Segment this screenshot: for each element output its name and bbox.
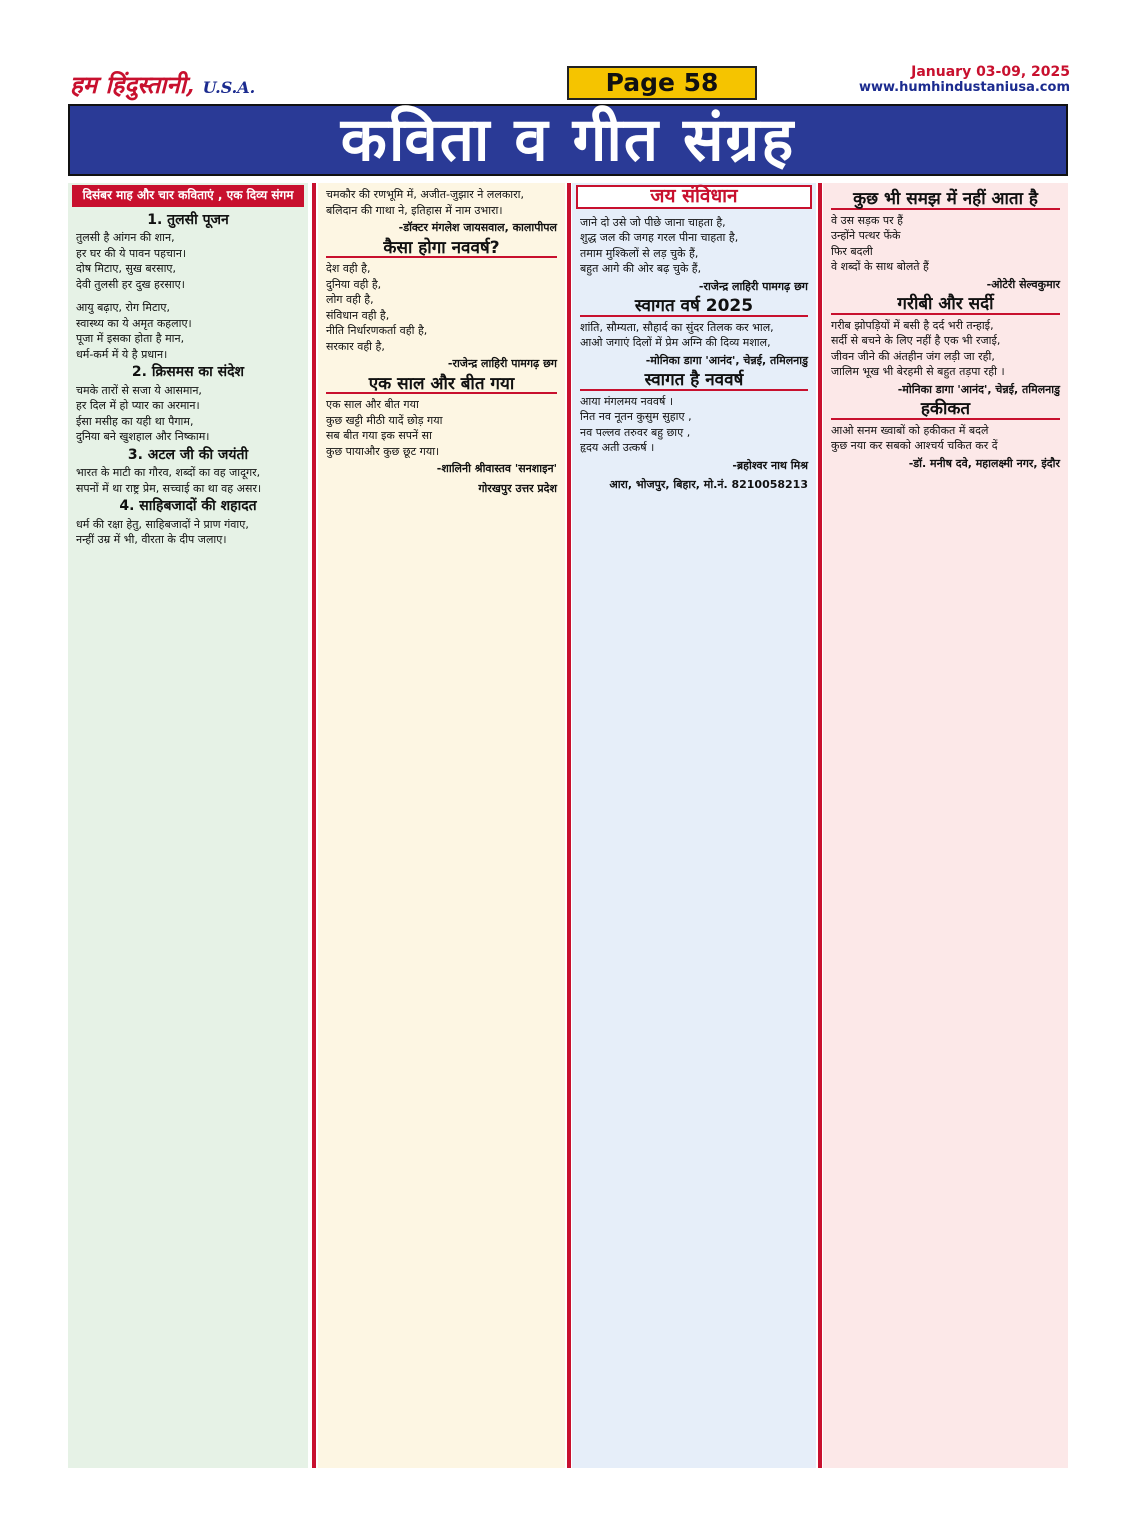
page-banner xyxy=(68,104,1068,176)
poem-stanza xyxy=(76,517,300,548)
poem-line: दोष मिटाए, सुख बरसाए, xyxy=(76,262,177,275)
poem-stanza xyxy=(580,320,808,351)
masthead xyxy=(70,64,1070,102)
poem-line: बहुत आगे की ओर बढ़ चुके हैं, xyxy=(580,262,702,275)
poem-line: आओ जगाएं दिलों में प्रेम अग्नि की दिव्य मशाल, xyxy=(580,336,771,349)
poem-line: आओ सनम ख्वाबों को हकीकत में बदले xyxy=(831,423,989,437)
poem-line: उन्होंने पत्थर फेंके xyxy=(831,229,901,242)
poem-line: लोग वही है, xyxy=(326,293,374,306)
poem-title: स्वागत वर्ष 2025 xyxy=(580,299,808,317)
issue-date: January 03-09, 2025 www.humhindustaniusa.com xyxy=(858,64,1070,95)
poem-line: तमाम मुश्किलों से लड़ चुके हैं, xyxy=(580,246,699,260)
author-place: आरा, भोजपुर, बिहार, मो.नं. 8210058213 xyxy=(609,478,808,491)
author: -ब्रहोश्वर नाथ मिश्र xyxy=(732,458,808,472)
poem-line: हर दिल में हो प्यार का अरमान। xyxy=(76,399,200,412)
column-4 xyxy=(823,183,1068,1468)
poem-line: गरीब झोपड़ियों में बसी है दर्द भरी तन्हाई, xyxy=(831,318,994,332)
poem-line: भारत के माटी का गौरव, शब्दों का वह जादूगर, xyxy=(76,466,261,479)
poem-line: हर घर की ये पावन पहचान। xyxy=(76,246,187,260)
column-heading: कुछ भी समझ में नहीं आता है xyxy=(831,192,1060,210)
poem-line: वे उस सड़क पर हैं xyxy=(831,213,903,227)
poem-line: शुद्ध जल की जगह गरल पीना चाहता है, xyxy=(580,231,739,244)
poem-stanza xyxy=(76,300,300,362)
column-3 xyxy=(572,183,816,1468)
poem-line: एक साल और बीत गया xyxy=(326,398,419,411)
poem-line: पूजा में इसका होता है मान, xyxy=(76,332,185,345)
poem-line: सब बीत गया इक सपनें सा xyxy=(326,429,432,442)
author: -ओटेरी सेल्वकुमार xyxy=(986,277,1060,291)
poem-line: हृदय अती उत्कर्ष । xyxy=(580,441,655,454)
poem-line: नित नव नूतन कुसुम सुहाए , xyxy=(580,410,692,423)
author: -शालिनी श्रीवास्तव 'सनशाइन' xyxy=(436,462,557,475)
author: -राजेन्द्र लाहिरी पामगढ़ छग xyxy=(447,357,557,370)
poem-line: फिर बदली xyxy=(831,244,873,258)
poem-title: एक साल और बीत गया xyxy=(326,377,557,395)
poem-stanza xyxy=(831,423,1060,454)
poem-title: 4. साहिबजादों की शहादत xyxy=(119,498,257,514)
poem-line: शांति, सौम्यता, सौहार्द का सुंदर तिलक कर भाल, xyxy=(580,320,774,334)
poem-stanza xyxy=(580,215,808,277)
poem-title: गरीबी और सर्दी xyxy=(831,297,1060,315)
poem-line: बलिदान की गाथा ने, इतिहास में नाम उभारा। xyxy=(326,203,503,217)
page-number: Page 58 xyxy=(567,66,757,100)
poem-line: कुछ खट्टी मीठी यादें छोड़ गया xyxy=(326,413,443,427)
poem-line: सरकार वही है, xyxy=(326,339,385,353)
poem-stanza xyxy=(326,397,557,459)
poem-line: देश वही है, xyxy=(326,262,371,275)
poem-line: सर्दी से बचने के लिए नहीं है एक भी रजाई, xyxy=(831,334,1001,347)
divider xyxy=(818,183,822,1468)
poem-line: नव पल्लव तरुवर बहु छाए , xyxy=(580,425,691,439)
poem-line: नीति निर्धारणकर्ता वही है, xyxy=(326,324,428,337)
poem-line: कुछ पायाऔर कुछ छूट गया। xyxy=(326,444,440,458)
column-2 xyxy=(318,183,565,1468)
poem-stanza xyxy=(76,383,300,445)
poem-line: सपनों में था राष्ट्र प्रेम, सच्चाई का था वह असर। xyxy=(76,481,262,495)
poem-line: आयु बढ़ाए, रोग मिटाए, xyxy=(76,301,170,314)
poem-line: चमकौर की रणभूमि में, अजीत-जुझार ने ललकारा, xyxy=(326,188,524,201)
poem-stanza xyxy=(326,187,557,218)
author: -मोनिका डागा 'आनंद', चेन्नई, तमिलनाडु xyxy=(645,353,808,367)
poem-stanza xyxy=(326,261,557,354)
brand-logo: हम हिंदुस्तानी, U.S.A. xyxy=(70,70,256,99)
poem-title: कैसा होगा नववर्ष? xyxy=(326,241,557,259)
poem-line: धर्म-कर्म में ये है प्रधान। xyxy=(76,347,168,361)
poem-line: जाने दो उसे जो पीछे जाना चाहता है, xyxy=(580,215,726,229)
poem-stanza xyxy=(831,318,1060,380)
poem-title: हकीकत xyxy=(831,402,1060,420)
poem-line: कुछ नया कर सबको आश्चर्य चकित कर दें xyxy=(831,439,998,452)
poem-stanza xyxy=(76,230,300,292)
poem-line: आया मंगलमय नववर्ष । xyxy=(580,394,674,408)
author: -डॉक्टर मंगलेश जायसवाल, कालापीपल xyxy=(398,221,557,234)
poem-title: स्वागत है नववर्ष xyxy=(580,373,808,391)
poem-line: ईसा मसीह का यही था पैगाम, xyxy=(76,414,194,428)
poem-line: जीवन जीने की अंतहीन जंग लड़ी जा रही, xyxy=(831,349,995,363)
column-heading: जय संविधान xyxy=(576,185,812,209)
poem-stanza xyxy=(831,213,1060,275)
author: -मोनिका डागा 'आनंद', चेन्नई, तमिलनाडु xyxy=(897,382,1060,396)
poem-line: धर्म की रक्षा हेतु, साहिबजादों ने प्राण गंवाए, xyxy=(76,517,249,531)
poem-line: नन्हीं उम्र में भी, वीरता के दीप जलाए। xyxy=(76,533,227,546)
author-place: गोरखपुर उत्तर प्रदेश xyxy=(478,481,557,495)
poem-line: वे शब्दों के साथ बोलते हैं xyxy=(831,260,929,273)
poem-title: 2. क्रिसमस का संदेश xyxy=(131,364,245,380)
poem-title: 1. तुलसी पूजन xyxy=(147,211,229,228)
poem-line: चमके तारों से सजा ये आसमान, xyxy=(76,383,202,397)
author: -डॉ. मनीष दवे, महालक्ष्मी नगर, इंदौर xyxy=(908,456,1060,470)
poem-title: 3. अटल जी की जयंती xyxy=(127,446,249,463)
divider xyxy=(312,183,316,1468)
poem-line: संविधान वही है, xyxy=(326,308,390,322)
poem-line: देवी तुलसी हर दुख हरसाए। xyxy=(76,277,185,291)
poem-line: दुनिया बने खुशहाल और निष्काम। xyxy=(76,430,210,443)
column-heading: दिसंबर माह और चार कविताएं , एक दिव्य संगम xyxy=(72,185,304,207)
divider xyxy=(567,183,571,1468)
page-title: कविता व गीत संग्रह xyxy=(340,105,796,175)
poem-line: स्वास्थ्य का ये अमृत कहलाए। xyxy=(76,316,192,330)
poem-stanza xyxy=(76,465,300,496)
poem-stanza xyxy=(580,394,808,456)
author: -राजेन्द्र लाहिरी पामगढ़ छग xyxy=(698,279,808,293)
site-url[interactable]: www.humhindustaniusa.com xyxy=(858,80,1070,95)
poem-line: तुलसी है आंगन की शान, xyxy=(76,231,175,244)
column-1 xyxy=(68,183,308,1468)
poem-line: जालिम भूख भी बेरहमी से बहुत तड़पा रही । xyxy=(831,365,1005,378)
poem-line: दुनिया वही है, xyxy=(326,277,382,291)
